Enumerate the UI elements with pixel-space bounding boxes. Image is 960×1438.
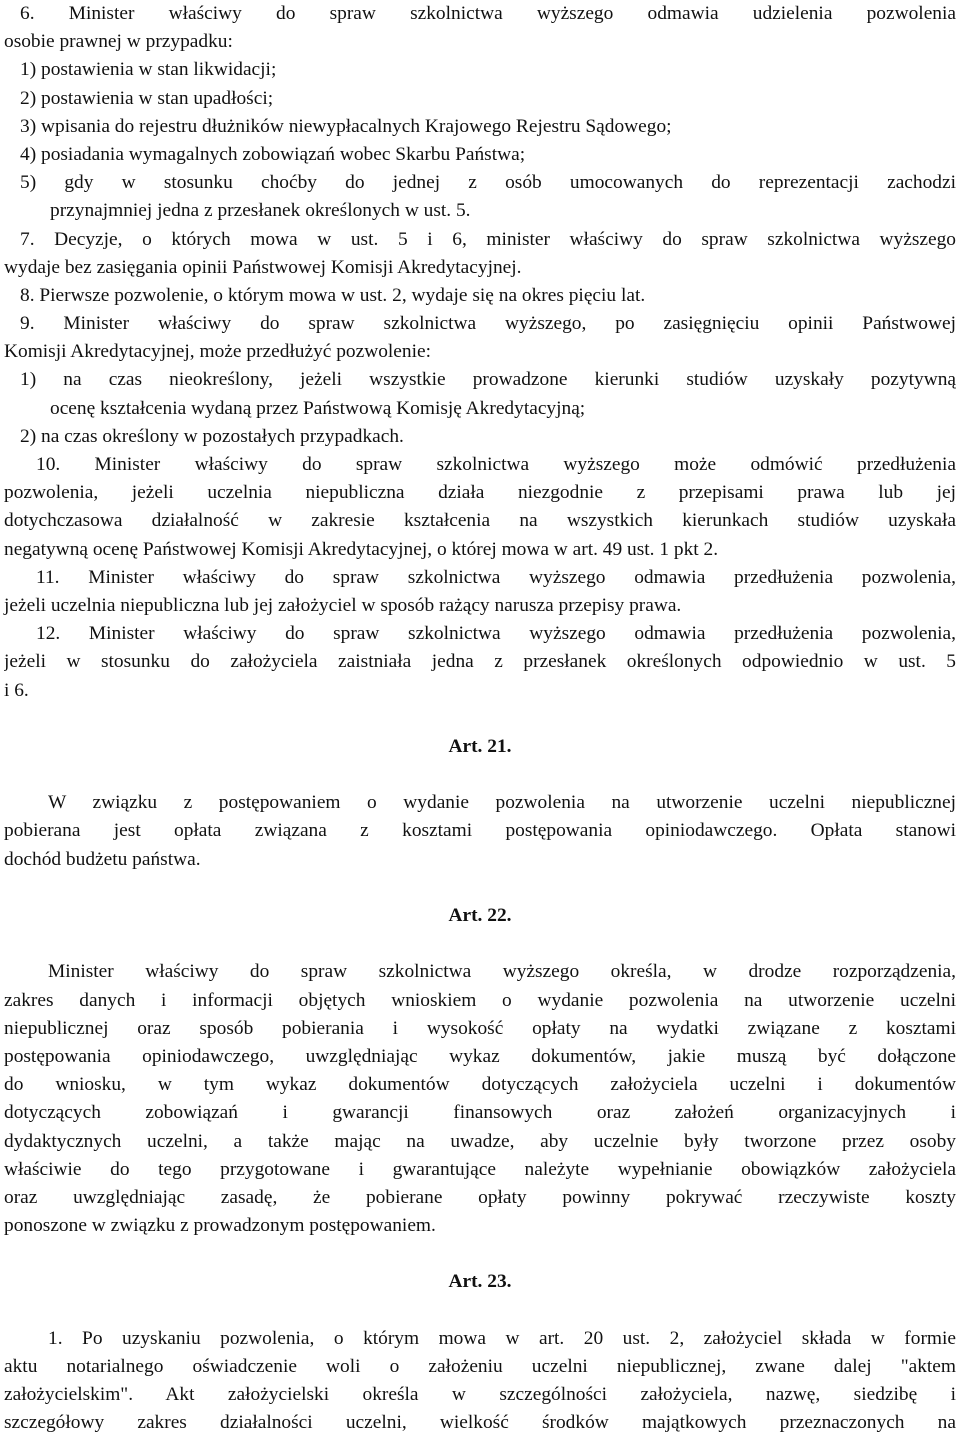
spacer: [4, 930, 956, 958]
article-23-line: założycielskim". Akt założycielski określa w szczególności założyciela, nazwę, siedzibę i: [4, 1384, 956, 1406]
paragraph-11-line: jeżeli uczelnia niepubliczna lub jej założyciel w sposób rażący narusza przepisy prawa.: [4, 594, 682, 616]
article-heading: Art. 23.: [448, 1271, 512, 1293]
list-item: 2) na czas określony w pozostałych przypadkach.: [20, 425, 404, 447]
paragraph-12-line: jeżeli w stosunku do założyciela zaistniała jedna z przesłanek określonych odpowiednio w ust. 5: [4, 651, 956, 673]
article-22-line: postępowania opiniodawczego, uwzględniając wykaz dokumentów, jakie muszą być dołączone: [4, 1045, 956, 1067]
list-item: 1) postawienia w stan likwidacji;: [20, 59, 277, 81]
article-23-line: 1. Po uzyskaniu pozwolenia, o którym mowa w art. 20 ust. 2, założyciel składa w formie: [48, 1327, 956, 1349]
spacer: [4, 874, 956, 902]
list-item: 1) na czas nieokreślony, jeżeli wszystkie prowadzone kierunki studiów uzyskały pozytywną: [20, 369, 956, 391]
spacer: [4, 1240, 956, 1268]
paragraph-7-line: wydaje bez zasięgania opinii Państwowej Komisji Akredytacyjnej.: [4, 256, 522, 278]
paragraph-12-line: i 6.: [4, 679, 29, 701]
article-22-line: do wniosku, w tym wykaz dokumentów dotyczących założyciela uczelni i dokumentów: [4, 1074, 956, 1096]
article-22-line: dotyczących zobowiązań i gwarancji finansowych oraz założeń organizacyjnych i: [4, 1102, 956, 1124]
article-heading: Art. 22.: [448, 905, 512, 926]
article-23-line: aktu notarialnego oświadczenie woli o założeniu uczelni niepublicznej, zwane dalej "aktem: [4, 1356, 956, 1377]
paragraph-10-line: dotychczasowa działalność w zakresie kształcenia na wszystkich kierunkach studiów uzyskała: [4, 510, 956, 532]
document-page: [4, 0, 956, 1438]
article-22-line: niepublicznej oraz sposób pobierania i wysokość opłaty na wydatki związane z kosztami: [4, 1017, 956, 1039]
list-item: 2) postawienia w stan upadłości;: [20, 87, 274, 109]
list-item: 5) gdy w stosunku choćby do jednej z osób umocowanych do reprezentacji zachodzi: [20, 172, 956, 194]
paragraph-11-line: 11. Minister właściwy do spraw szkolnictwa wyższego odmawia przedłużenia pozwolenia,: [36, 566, 956, 588]
list-item: 3) wpisania do rejestru dłużników niewypłacalnych Krajowego Rejestru Sądowego;: [20, 115, 672, 137]
paragraph-12-line: 12. Minister właściwy do spraw szkolnictwa wyższego odmawia przedłużenia pozwolenia,: [36, 623, 956, 645]
article-21-line: W związku z postępowaniem o wydanie pozwolenia na utworzenie uczelni niepublicznej: [48, 792, 956, 814]
list-item-continuation: ocenę kształcenia wydaną przez Państwową Komisję Akredytacyjną;: [50, 397, 586, 419]
paragraph-9-line: 9. Minister właściwy do spraw szkolnictwa wyższego, po zasięgnięciu opinii Państwowej: [20, 313, 956, 335]
paragraph-10-line: negatywną ocenę Państwowej Komisji Akredytacyjnej, o której mowa w art. 49 ust. 1 pkt 2.: [4, 538, 719, 560]
paragraph-6-line: 6. Minister właściwy do spraw szkolnictwa wyższego odmawia udzielenia pozwolenia: [20, 3, 956, 24]
paragraph-10-line: pozwolenia, jeżeli uczelnia niepubliczna działa niezgodnie z przepisami prawa lub jej: [4, 482, 956, 504]
paragraph-10-line: 10. Minister właściwy do spraw szkolnictwa wyższego może odmówić przedłużenia: [36, 454, 956, 475]
spacer: [4, 761, 956, 789]
article-22-line: Minister właściwy do spraw szkolnictwa wyższego określa, w drodze rozporządzenia,: [48, 961, 956, 983]
paragraph-6-line: osobie prawnej w przypadku:: [4, 31, 233, 53]
article-22-line: właściwie do tego przygotowane i gwarantujące należyte wypełnianie obowiązków założyciela: [4, 1158, 956, 1180]
spacer: [4, 1297, 956, 1325]
spacer: [4, 705, 956, 733]
article-23-line: szczegółowy zakres działalności uczelni, wielkość środków majątkowych przeznaczonych na: [4, 1412, 956, 1434]
paragraph-7-line: 7. Decyzje, o których mowa w ust. 5 i 6, minister właściwy do spraw szkolnictwa wyższego: [20, 228, 956, 250]
article-heading: Art. 21.: [448, 735, 512, 757]
paragraph-8-line: 8. Pierwsze pozwolenie, o którym mowa w ust. 2, wydaje się na okres pięciu lat.: [20, 284, 646, 306]
article-22-line: zakres danych i informacji objętych wnioskiem o wydanie pozwolenia na utworzenie uczelni: [4, 989, 956, 1011]
list-item: 4) posiadania wymagalnych zobowiązań wobec Skarbu Państwa;: [20, 143, 526, 165]
article-21-line: pobierana jest opłata związana z kosztami postępowania opiniodawczego. Opłata stanowi: [4, 820, 956, 842]
paragraph-9-line: Komisji Akredytacyjnej, może przedłużyć pozwolenie:: [4, 341, 431, 363]
article-22-line: ponoszone w związku z prowadzonym postępowaniem.: [4, 1215, 436, 1237]
article-22-line: dydaktycznych uczelni, a także mając na uwadze, aby uczelnie były tworzone przez osoby: [4, 1130, 956, 1152]
article-22-line: oraz uwzględniając zasadę, że pobierane opłaty powinny pokrywać rzeczywiste koszty: [4, 1186, 956, 1208]
article-21-line: dochód budżetu państwa.: [4, 848, 201, 870]
list-item-continuation: przynajmniej jedna z przesłanek określonych w ust. 5.: [50, 200, 471, 222]
